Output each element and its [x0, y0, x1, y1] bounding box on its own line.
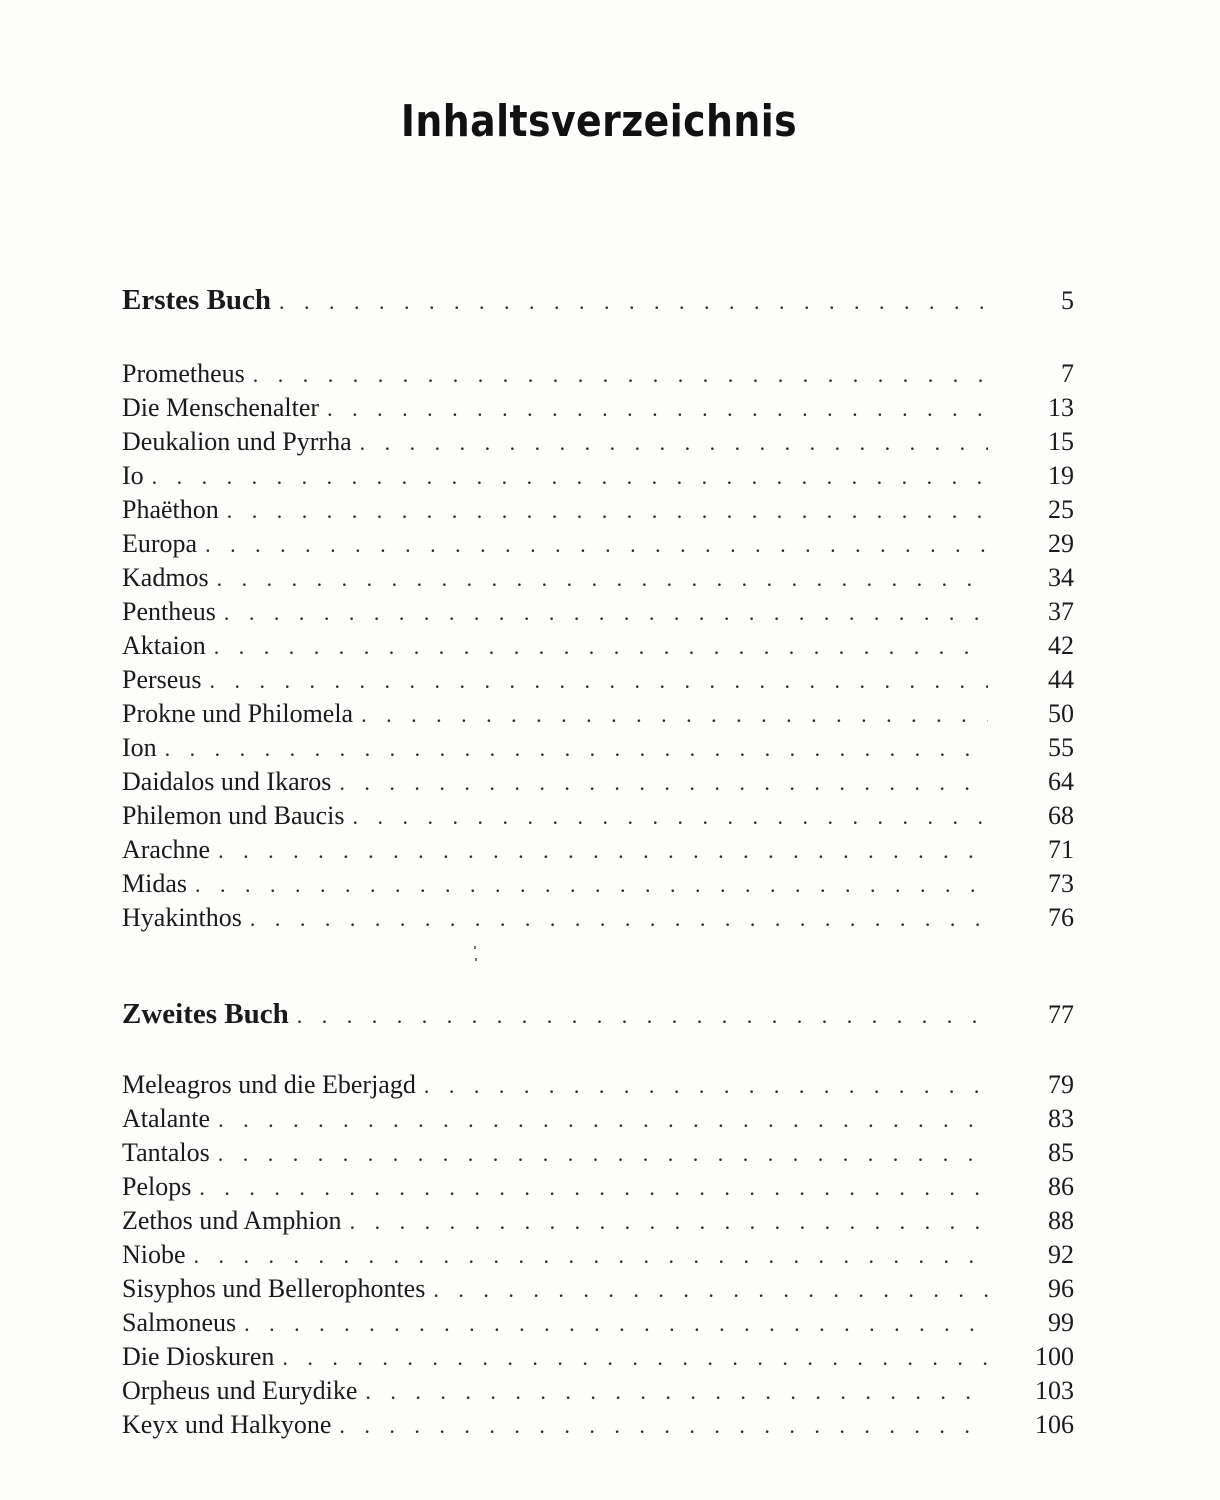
- toc-entry[interactable]: [122, 495, 1074, 529]
- entry-title: Die Dioskuren: [122, 1342, 275, 1371]
- page-number: 7: [1061, 359, 1074, 388]
- toc-entry[interactable]: [122, 733, 1074, 767]
- dot-leader: [279, 289, 986, 315]
- dot-leader: [339, 1413, 988, 1439]
- scan-speck: [474, 946, 476, 949]
- entry-list: [122, 1070, 1074, 1444]
- page-number: 100: [1035, 1342, 1074, 1371]
- toc-entry[interactable]: [122, 529, 1074, 563]
- dot-leader: [350, 1209, 988, 1235]
- dot-leader: [205, 532, 988, 558]
- page-number: 88: [1048, 1206, 1074, 1235]
- entry-title: Pentheus: [122, 597, 216, 626]
- toc-entry[interactable]: [122, 1376, 1074, 1410]
- page-number: 29: [1048, 529, 1074, 558]
- toc-entry[interactable]: [122, 835, 1074, 869]
- page-number: 103: [1035, 1376, 1074, 1405]
- book-section-zweites-buch: [122, 998, 1074, 1444]
- book-heading-row[interactable]: [122, 284, 1074, 330]
- toc-entry[interactable]: [122, 1138, 1074, 1172]
- dot-leader: [365, 1379, 988, 1405]
- toc-entry[interactable]: [122, 597, 1074, 631]
- page-number: 86: [1048, 1172, 1074, 1201]
- dot-leader: [352, 804, 988, 830]
- toc-entry[interactable]: [122, 869, 1074, 903]
- entry-title: Orpheus und Eurydike: [122, 1376, 358, 1405]
- toc-entry[interactable]: [122, 1172, 1074, 1206]
- entry-title: Midas: [122, 869, 187, 898]
- page-number: 37: [1048, 597, 1074, 626]
- toc-entry[interactable]: [122, 631, 1074, 665]
- page-number: 13: [1048, 393, 1074, 422]
- book-section-erstes-buch: [122, 284, 1074, 937]
- entry-title: Atalante: [122, 1104, 211, 1133]
- toc-entry[interactable]: [122, 699, 1074, 733]
- dot-leader: [327, 396, 988, 422]
- entry-list: [122, 359, 1074, 937]
- toc-entry[interactable]: [122, 1308, 1074, 1342]
- toc-entry[interactable]: [122, 801, 1074, 835]
- page-number: 42: [1048, 631, 1074, 660]
- entry-title: Salmoneus: [122, 1308, 237, 1337]
- page-number: 19: [1048, 461, 1074, 490]
- page-number: 85: [1048, 1138, 1074, 1167]
- dot-leader: [194, 1243, 988, 1269]
- entry-title: Prokne und Philomela: [122, 699, 354, 728]
- dot-leader: [253, 362, 988, 388]
- toc-entry[interactable]: [122, 427, 1074, 461]
- toc-entry[interactable]: [122, 665, 1074, 699]
- entry-title: Io: [122, 461, 144, 490]
- dot-leader: [339, 770, 988, 796]
- toc-entry[interactable]: [122, 767, 1074, 801]
- scan-speck: [475, 958, 477, 961]
- page-number: 92: [1048, 1240, 1074, 1269]
- book-heading: Erstes Buch: [122, 284, 272, 316]
- page-number: 34: [1048, 563, 1074, 592]
- entry-title: Aktaion: [122, 631, 206, 660]
- dot-leader: [227, 498, 988, 524]
- toc-entry[interactable]: [122, 1206, 1074, 1240]
- page-number: 15: [1048, 427, 1074, 456]
- page-number: 83: [1048, 1104, 1074, 1133]
- page-number: 71: [1048, 835, 1074, 864]
- entry-title: Die Menschenalter: [122, 393, 320, 422]
- entry-title: Hyakinthos: [122, 903, 242, 932]
- page-number: 44: [1048, 665, 1074, 694]
- dot-leader: [297, 1003, 986, 1029]
- page-number: 106: [1035, 1410, 1074, 1439]
- dot-leader: [433, 1277, 988, 1303]
- toc-entry[interactable]: [122, 903, 1074, 937]
- dot-leader: [218, 1107, 988, 1133]
- entry-title: Sisyphos und Bellerophontes: [122, 1274, 426, 1303]
- toc-entry[interactable]: [122, 1410, 1074, 1444]
- entry-title: Tantalos: [122, 1138, 210, 1167]
- toc-entry[interactable]: [122, 563, 1074, 597]
- entry-title: Arachne: [122, 835, 211, 864]
- page-number: 96: [1048, 1274, 1074, 1303]
- entry-title: Pelops: [122, 1172, 192, 1201]
- entry-title: Meleagros und die Eberjagd: [122, 1070, 416, 1099]
- entry-title: Kadmos: [122, 563, 209, 592]
- page-number: 76: [1048, 903, 1074, 932]
- dot-leader: [209, 668, 988, 694]
- entry-title: Niobe: [122, 1240, 186, 1269]
- dot-leader: [199, 1175, 988, 1201]
- book-heading: Zweites Buch: [122, 998, 289, 1030]
- dot-leader: [360, 430, 988, 456]
- dot-leader: [217, 566, 988, 592]
- page-title: Inhaltsverzeichnis: [400, 96, 798, 147]
- page-number: 79: [1048, 1070, 1074, 1099]
- page-number: 55: [1048, 733, 1074, 762]
- toc-entry[interactable]: [122, 1104, 1074, 1138]
- entry-title: Deukalion und Pyrrha: [122, 427, 352, 456]
- page-number: 77: [1048, 1000, 1074, 1029]
- dot-leader: [361, 702, 988, 728]
- page-number: 73: [1048, 869, 1074, 898]
- page-number: 5: [1061, 286, 1074, 315]
- dot-leader: [218, 838, 988, 864]
- toc-entry[interactable]: [122, 461, 1074, 495]
- toc-entry[interactable]: [122, 1274, 1074, 1308]
- entry-title: Zethos und Amphion: [122, 1206, 342, 1235]
- dot-leader: [250, 906, 988, 932]
- entry-title: Europa: [122, 529, 198, 558]
- dot-leader: [165, 736, 988, 762]
- toc-entry[interactable]: [122, 1070, 1074, 1104]
- entry-title: Keyx und Halkyone: [122, 1410, 332, 1439]
- toc-entry[interactable]: [122, 393, 1074, 427]
- toc-entry[interactable]: [122, 359, 1074, 393]
- entry-title: Phaëthon: [122, 495, 219, 524]
- entry-title: Prometheus: [122, 359, 245, 388]
- dot-leader: [195, 872, 988, 898]
- dot-leader: [244, 1311, 988, 1337]
- page-number: 64: [1048, 767, 1074, 796]
- entry-title: Philemon und Baucis: [122, 801, 345, 830]
- page-number: 50: [1048, 699, 1074, 728]
- entry-title: Ion: [122, 733, 157, 762]
- dot-leader: [214, 634, 988, 660]
- dot-leader: [224, 600, 988, 626]
- book-heading-row[interactable]: [122, 998, 1074, 1044]
- entry-title: Daidalos und Ikaros: [122, 767, 332, 796]
- entry-title: Perseus: [122, 665, 202, 694]
- dot-leader: [282, 1345, 988, 1371]
- toc-entry[interactable]: [122, 1342, 1074, 1376]
- toc-entry[interactable]: [122, 1240, 1074, 1274]
- dot-leader: [152, 464, 988, 490]
- page-number: 68: [1048, 801, 1074, 830]
- page-number: 25: [1048, 495, 1074, 524]
- dot-leader: [424, 1073, 988, 1099]
- dot-leader: [218, 1141, 988, 1167]
- page-number: 99: [1048, 1308, 1074, 1337]
